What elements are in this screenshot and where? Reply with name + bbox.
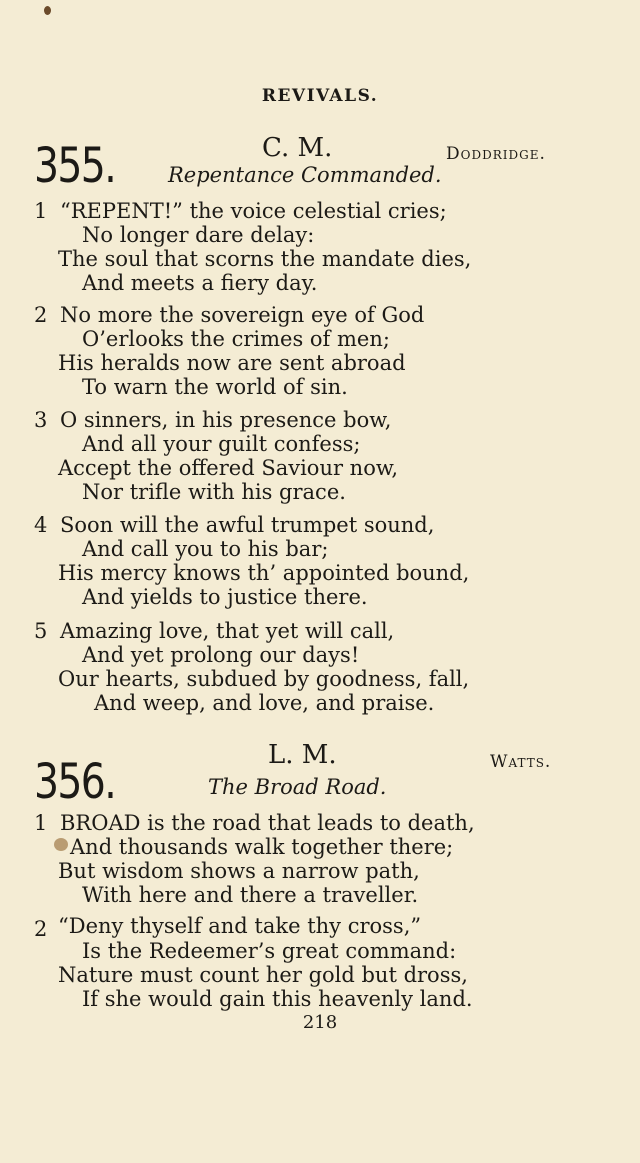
hymn-author: Doddridge. xyxy=(446,144,546,164)
verse-line: O’erlooks the crimes of men; xyxy=(82,327,390,351)
verse-number: 2 xyxy=(34,303,48,327)
verse-line: Is the Redeemer’s great command: xyxy=(82,939,457,963)
verse-line: Nor trifle with his grace. xyxy=(82,480,346,504)
verse-number: 4 xyxy=(34,513,48,537)
hymn-title: The Broad Road. xyxy=(208,775,387,799)
running-head: REVIVALS. xyxy=(261,86,379,106)
verse-line: With here and there a traveller. xyxy=(82,883,419,907)
verse-line: The soul that scorns the mandate dies, xyxy=(58,247,472,271)
page-number: 218 xyxy=(302,1012,338,1033)
verse-line: And thousands walk together there; xyxy=(70,835,454,859)
verse-line: BROAD is the road that leads to death, xyxy=(60,811,475,835)
hymn-title: Repentance Commanded. xyxy=(168,163,442,187)
verse-line: And yields to justice there. xyxy=(82,585,368,609)
ink-spot xyxy=(54,838,68,851)
verse-line: To warn the world of sin. xyxy=(82,375,348,399)
hymn-number: 355. xyxy=(34,138,116,194)
verse-number: 1 xyxy=(34,199,48,223)
ink-spot xyxy=(44,6,51,15)
verse-line: And meets a fiery day. xyxy=(82,271,318,295)
verse-line: And call you to his bar; xyxy=(82,537,329,561)
verse-line: Amazing love, that yet will call, xyxy=(60,619,395,643)
verse-line: But wisdom shows a narrow path, xyxy=(58,859,420,883)
hymn-number: 356. xyxy=(34,754,116,810)
hymn-author: Watts. xyxy=(490,752,552,772)
verse-number: 3 xyxy=(34,408,48,432)
verse-number: 2 xyxy=(34,917,48,941)
verse-line: “REPENT!” the voice celestial cries; xyxy=(60,199,447,223)
verse-number: 5 xyxy=(34,619,48,643)
verse-line: No longer dare delay: xyxy=(82,223,315,247)
verse-line: No more the sovereign eye of God xyxy=(60,303,425,327)
verse-line: Soon will the awful trumpet sound, xyxy=(60,513,435,537)
verse-line: His mercy knows th’ appointed bound, xyxy=(58,561,470,585)
verse-line: And yet prolong our days! xyxy=(82,643,360,667)
hymn-meter: C. M. xyxy=(262,133,333,163)
verse-line: If she would gain this heavenly land. xyxy=(82,987,473,1011)
verse-line: And weep, and love, and praise. xyxy=(94,691,435,715)
verse-line: O sinners, in his presence bow, xyxy=(60,408,392,432)
verse-line: Nature must count her gold but dross, xyxy=(58,963,468,987)
verse-number: 1 xyxy=(34,811,48,835)
hymn-meter: L. M. xyxy=(268,740,337,770)
verse-line: Our hearts, subdued by goodness, fall, xyxy=(58,667,470,691)
verse-line: And all your guilt confess; xyxy=(82,432,361,456)
verse-line: His heralds now are sent abroad xyxy=(58,351,406,375)
verse-line: “Deny thyself and take thy cross,” xyxy=(58,914,422,938)
verse-line: Accept the offered Saviour now, xyxy=(58,456,399,480)
